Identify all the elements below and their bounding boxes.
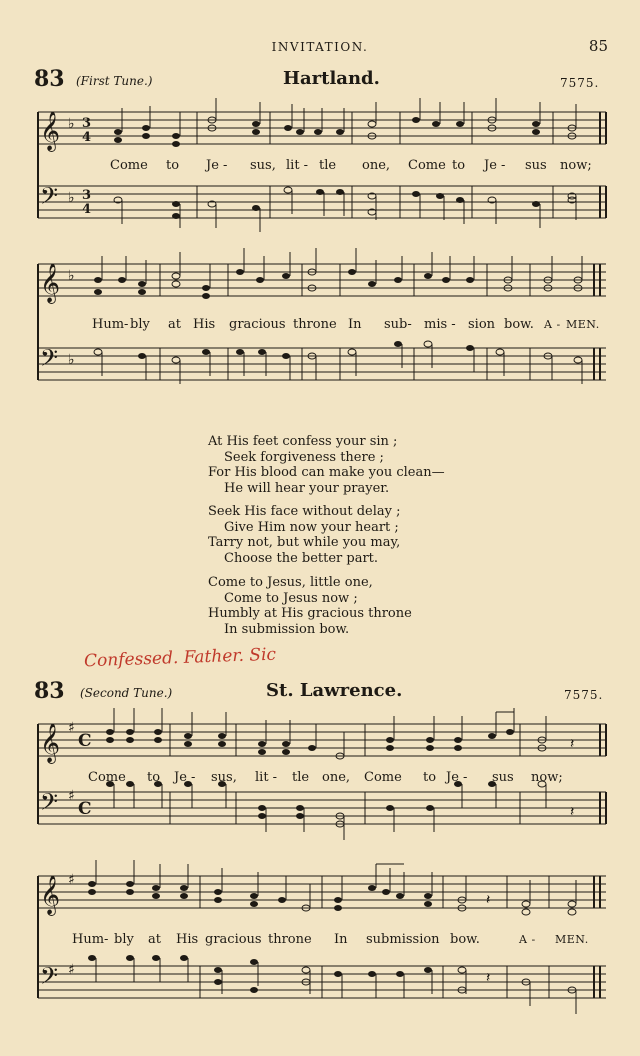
lyric-syllable: A - bbox=[544, 318, 561, 331]
svg-text:𝄢: 𝄢 bbox=[40, 962, 59, 995]
verse-line: Seek forgiveness there ; bbox=[224, 449, 384, 465]
lyric-syllable: lit - bbox=[286, 158, 309, 173]
lyric-syllable: mis - bbox=[424, 317, 456, 332]
svg-text:𝄞: 𝄞 bbox=[40, 723, 61, 763]
verse-3 bbox=[208, 575, 412, 637]
meter: 7575. bbox=[560, 76, 600, 90]
lyric-syllable: one, bbox=[362, 158, 391, 173]
lyric-syllable: Hum- bbox=[72, 932, 109, 947]
lyric-syllable: lit - bbox=[255, 770, 278, 785]
svg-text:𝄞: 𝄞 bbox=[40, 263, 61, 303]
lyric-syllable: sion bbox=[468, 317, 496, 332]
lyric-syllable: Come bbox=[110, 158, 148, 173]
lyric-syllable: Come bbox=[88, 770, 126, 785]
verse-line: Seek His face without delay ; bbox=[208, 504, 401, 519]
handwritten-annotation: Confessed. Father. Sic bbox=[83, 644, 277, 672]
verse-line: Come to Jesus, little one, bbox=[208, 575, 373, 590]
lyric-syllable: Je - bbox=[206, 158, 228, 173]
lyric-syllable: In bbox=[348, 317, 362, 332]
verse-line: Come to Jesus now ; bbox=[224, 590, 358, 606]
page-section-title: INVITATION. bbox=[271, 40, 369, 54]
verse-line: For His blood can make you clean— bbox=[208, 465, 445, 481]
verse-line: Tarry not, but while you may, bbox=[208, 535, 401, 551]
svg-text:𝄢: 𝄢 bbox=[40, 344, 59, 377]
lyric-syllable: sus, bbox=[211, 770, 237, 785]
lyric-syllable: MEN. bbox=[566, 318, 600, 331]
verse-line: At His feet confess your sin ; bbox=[208, 434, 398, 449]
lyric-syllable: tle bbox=[319, 158, 337, 173]
svg-text:3: 3 bbox=[82, 188, 92, 203]
lyric-syllable: Je - bbox=[446, 770, 468, 785]
tune-name: St. Lawrence. bbox=[266, 680, 403, 701]
page-number: 85 bbox=[588, 37, 608, 55]
svg-text:4: 4 bbox=[82, 130, 92, 145]
lyric-syllable: one, bbox=[322, 770, 351, 785]
svg-text:3: 3 bbox=[82, 116, 92, 131]
lyric-syllable: sus, bbox=[250, 158, 276, 173]
lyric-syllable: to bbox=[166, 158, 180, 173]
tune-label: (First Tune.) bbox=[76, 74, 153, 88]
svg-text:𝄢: 𝄢 bbox=[40, 788, 59, 821]
tune-name: Hartland. bbox=[283, 68, 380, 89]
verse-line: Humbly at His gracious throne bbox=[208, 606, 412, 622]
lyric-syllable: bow. bbox=[450, 932, 480, 947]
lyric-syllable: tle bbox=[292, 770, 310, 785]
svg-text:𝄞: 𝄞 bbox=[40, 111, 61, 151]
hymn-number: 83 bbox=[34, 678, 65, 704]
lyric-syllable: A - bbox=[519, 933, 536, 946]
verse-1 bbox=[208, 434, 445, 496]
lyric-syllable: at bbox=[148, 932, 161, 947]
hymn-number: 83 bbox=[34, 66, 65, 92]
lyric-syllable: submission bbox=[366, 932, 440, 947]
lyric-syllable: Je - bbox=[174, 770, 196, 785]
svg-text:𝄽: 𝄽 bbox=[570, 736, 575, 752]
svg-text:𝄽: 𝄽 bbox=[486, 892, 491, 908]
svg-text:♭: ♭ bbox=[68, 268, 75, 284]
verse-line: Choose the better part. bbox=[224, 550, 379, 566]
verse-line: Give Him now your heart ; bbox=[224, 519, 399, 535]
lyric-syllable: sus bbox=[492, 770, 514, 785]
svg-text:♯: ♯ bbox=[68, 788, 75, 804]
lyric-syllable: to bbox=[423, 770, 437, 785]
tune-label: (Second Tune.) bbox=[80, 686, 173, 700]
lyric-syllable: sub- bbox=[384, 317, 412, 332]
svg-text:4: 4 bbox=[82, 202, 92, 217]
svg-text:𝄽: 𝄽 bbox=[570, 804, 575, 820]
lyric-syllable: gracious bbox=[205, 932, 262, 947]
lyric-syllable: throne bbox=[268, 932, 312, 947]
lyric-syllable: now; bbox=[560, 158, 592, 173]
lyric-syllable: sus bbox=[525, 158, 547, 173]
lyric-syllable: His bbox=[193, 317, 216, 332]
lyric-syllable: In bbox=[334, 932, 348, 947]
verse-line: In submission bow. bbox=[224, 621, 350, 637]
verse-2 bbox=[208, 504, 401, 566]
svg-text:C: C bbox=[78, 799, 92, 819]
svg-text:♭: ♭ bbox=[68, 352, 75, 368]
lyric-syllable: MEN. bbox=[555, 933, 589, 946]
lyric-syllable: Come bbox=[408, 158, 446, 173]
lyric-syllable: now; bbox=[531, 770, 563, 785]
meter: 7575. bbox=[564, 688, 604, 702]
lyric-syllable: Hum- bbox=[92, 317, 129, 332]
lyric-syllable: gracious bbox=[229, 317, 286, 332]
svg-text:𝄞: 𝄞 bbox=[40, 875, 61, 915]
lyric-syllable: to bbox=[147, 770, 161, 785]
svg-text:♯: ♯ bbox=[68, 872, 75, 888]
svg-text:♭: ♭ bbox=[68, 116, 75, 132]
svg-text:♯: ♯ bbox=[68, 720, 75, 736]
lyric-syllable: Je - bbox=[484, 158, 506, 173]
lyric-syllable: bow. bbox=[504, 317, 534, 332]
svg-text:𝄽: 𝄽 bbox=[486, 970, 491, 986]
verse-line: He will hear your prayer. bbox=[224, 480, 390, 496]
svg-text:♭: ♭ bbox=[68, 190, 75, 206]
svg-text:♯: ♯ bbox=[68, 962, 75, 978]
lyric-syllable: throne bbox=[293, 317, 337, 332]
lyric-syllable: bly bbox=[114, 932, 134, 947]
lyric-syllable: Come bbox=[364, 770, 402, 785]
svg-text:C: C bbox=[78, 731, 92, 751]
lyric-syllable: to bbox=[452, 158, 466, 173]
lyric-syllable: His bbox=[176, 932, 199, 947]
lyric-syllable: at bbox=[168, 317, 181, 332]
svg-text:𝄢: 𝄢 bbox=[40, 182, 59, 215]
lyric-syllable: bly bbox=[130, 317, 150, 332]
